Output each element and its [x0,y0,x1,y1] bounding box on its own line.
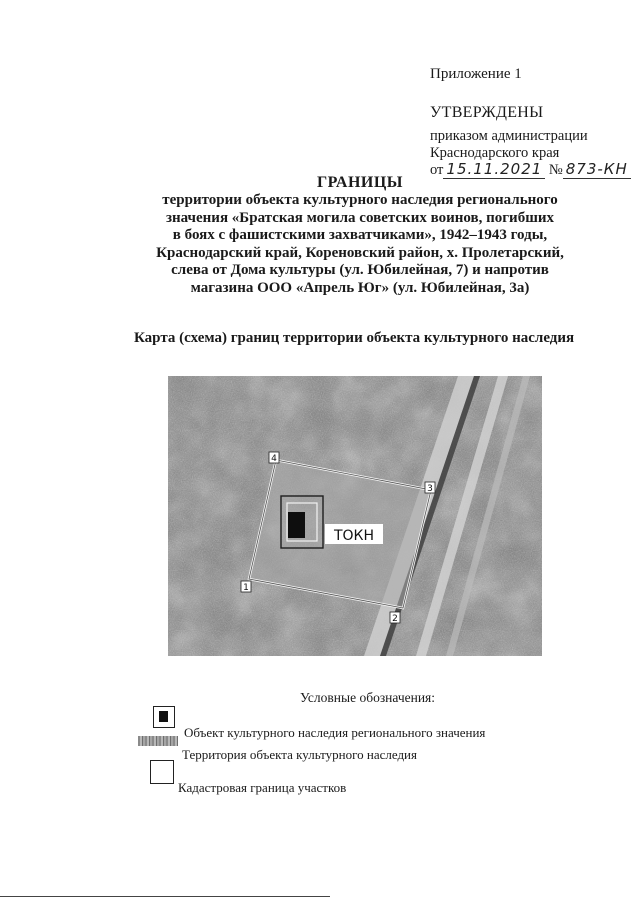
handwritten-date: 15.11.2021 [443,160,545,179]
order-line-2: Краснодарского края [430,145,560,161]
document-description [140,192,580,297]
legend-cadastral-swatch [150,760,174,784]
description-line: в боях с фашистскими захватчиками», 1942–1943 годы, [172,227,548,243]
description-line: территории объекта культурного наследия регионального [162,192,558,208]
zone-label: ТОКН [333,528,375,544]
point-label: 1 [243,583,249,593]
description-line: магазина ООО «Апрель Юг» (ул. Юбилейная, 3а) [190,279,530,296]
map-image [168,376,542,656]
handwritten-number: 873-КН [563,160,631,179]
boundary-point-4 [269,452,279,464]
order-line-1: приказом администрации [430,128,588,144]
point-label: 3 [427,484,433,494]
map-title: Карта (схема) границ территории объекта культурного наследия [134,330,575,346]
boundary-map [168,376,542,656]
legend-object-label: Объект культурного наследия регионального значения [184,725,486,740]
appendix-label: Приложение 1 [430,66,522,82]
point-label: 2 [392,614,398,624]
point-label: 4 [271,454,277,464]
description-line: Краснодарский край, Кореновский район, х. Пролетарский, [156,244,564,261]
description-line: слева от Дома культуры (ул. Юбилейная, 7) и напротив [171,262,549,278]
description-line: значения «Братская могила советских воинов, погибших [165,209,555,226]
legend-title: Условные обозначения: [300,690,436,705]
boundary-point-2 [390,612,400,624]
bottom-rule [0,896,330,897]
boundary-point-3 [425,482,435,494]
boundary-point-1 [241,581,251,593]
legend-territory-label: Территория объекта культурного наследия [182,747,417,762]
legend-object-swatch [153,706,175,728]
monument-object [288,512,305,538]
legend-cadastral-label: Кадастровая граница участков [178,780,347,795]
document-title: ГРАНИЦЫ [316,174,403,191]
legend-territory-swatch [138,736,178,746]
number-prefix: № [548,162,563,178]
approved-heading: УТВЕРЖДЕНЫ [430,104,544,121]
date-prefix: от [430,162,444,178]
